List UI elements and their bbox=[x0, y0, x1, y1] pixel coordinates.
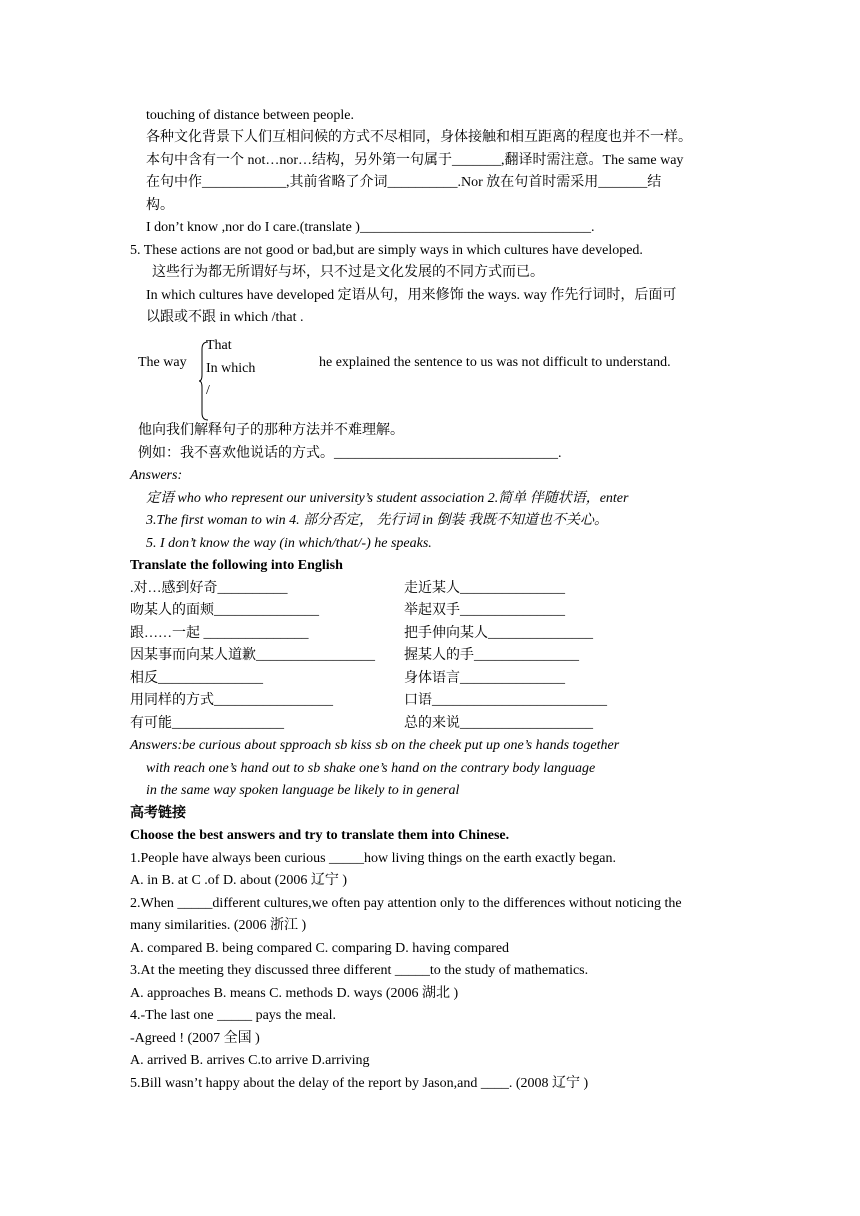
translate-right-item: 身体语言_______________ bbox=[404, 671, 565, 686]
question-line: 5.Bill wasn’t happy about the delay of the report by Jason,and ____. (2008 辽宁 ) bbox=[130, 1076, 589, 1091]
s4-line-3: 本句中含有一个 not…nor…结构，另外第一句属于_______,翻译时需注意。The same way bbox=[146, 153, 684, 168]
question-line: A. approaches B. means C. methods D. ways (2006 湖北 ) bbox=[130, 986, 459, 1001]
answers-line-2: 3.The first woman to win 4. 部分否定， 先行词 in 倒装 我既不知道也不关心。 bbox=[146, 513, 609, 528]
answers2-line-2: with reach one’s hand out to sb shake one’s hand on the contrary body language bbox=[146, 761, 596, 776]
question-line: 4.-The last one _____ pays the meal. bbox=[130, 1008, 337, 1023]
s4-line-1: touching of distance between people. bbox=[146, 108, 354, 123]
gaokao-instructions: Choose the best answers and try to translate them into Chinese. bbox=[130, 828, 510, 843]
s5-line-2: 这些行为都无所谓好与坏，只不过是文化发展的不同方式而已。 bbox=[152, 265, 544, 280]
question-line: A. arrived B. arrives C.to arrive D.arriving bbox=[130, 1053, 370, 1068]
question-line: 1.People have always been curious _____how living things on the earth exactly began. bbox=[130, 851, 616, 866]
translate-left-item: 有可能________________ bbox=[130, 716, 284, 731]
s5-line-4: 以跟或不跟 in which /that . bbox=[146, 310, 304, 325]
s5-line-1: 5. These actions are not good or bad,but are simply ways in which cultures have developed. bbox=[130, 243, 643, 258]
answers-line-3: 5. I don’t know the way (in which/that/-) he speaks. bbox=[146, 536, 432, 551]
answers2-line-1: Answers:be curious about spproach sb kiss sb on the cheek put up one’s hands together bbox=[130, 738, 620, 753]
translate-left-item: 跟……一起 _______________ bbox=[130, 626, 309, 641]
translate-left-item: 因某事而向某人道歉_________________ bbox=[130, 648, 375, 663]
s4-line-2: 各种文化背景下人们互相问候的方式不尽相同，身体接触和相互距离的程度也并不一样。 bbox=[146, 130, 692, 145]
question-line: -Agreed ! (2007 全国 ) bbox=[130, 1031, 260, 1046]
option-blank: / bbox=[206, 383, 210, 398]
example-clause: he explained the sentence to us was not difficult to understand. bbox=[319, 355, 671, 370]
option-that: That bbox=[206, 338, 232, 353]
translate-right-item: 举起双手_______________ bbox=[404, 603, 565, 618]
translate-left-item: 相反_______________ bbox=[130, 671, 263, 686]
gaokao-heading: 高考链接 bbox=[130, 806, 186, 821]
translate-right-item: 总的来说___________________ bbox=[404, 716, 593, 731]
answers-heading: Answers: bbox=[130, 468, 183, 483]
question-line: A. compared B. being compared C. comparing D. having compared bbox=[130, 941, 510, 956]
s4-line-4: 在句中作____________,其前省略了介词__________.Nor 放在句首时需采用_______结 bbox=[146, 175, 662, 190]
option-in-which: In which bbox=[206, 361, 256, 376]
s4-line-6: I don’t know ,nor do I care.(translate )_________________________________. bbox=[146, 220, 595, 235]
question-line: A. in B. at C .of D. about (2006 辽宁 ) bbox=[130, 873, 347, 888]
question-line: 3.At the meeting they discussed three different _____to the study of mathematics. bbox=[130, 963, 589, 978]
translate-right-item: 口语_________________________ bbox=[404, 693, 607, 708]
s4-line-5: 构。 bbox=[146, 198, 174, 213]
question-line: many similarities. (2006 浙江 ) bbox=[130, 918, 307, 933]
translate-left-item: .对…感到好奇__________ bbox=[130, 581, 288, 596]
s5-line-6: 例如：我不喜欢他说话的方式。________________________________. bbox=[138, 446, 562, 461]
s5-line-3: In which cultures have developed 定语从句，用来修饰 the ways. way 作先行词时，后面可 bbox=[146, 288, 677, 303]
answers2-line-3: in the same way spoken language be likely to in general bbox=[146, 783, 460, 798]
the-way-label: The way bbox=[138, 355, 187, 370]
question-line: 2.When _____different cultures,we often pay attention only to the differences without noticing the bbox=[130, 896, 682, 911]
translate-right-item: 走近某人_______________ bbox=[404, 581, 565, 596]
translate-left-item: 用同样的方式_________________ bbox=[130, 693, 333, 708]
translate-right-item: 把手伸向某人_______________ bbox=[404, 626, 593, 641]
translate-right-item: 握某人的手_______________ bbox=[404, 648, 579, 663]
translate-heading: Translate the following into English bbox=[130, 558, 343, 573]
s5-line-5: 他向我们解释句子的那种方法并不难理解。 bbox=[138, 423, 404, 438]
translate-left-item: 吻某人的面颊_______________ bbox=[130, 603, 319, 618]
answers-line-1: 定语 who who represent our university’s student association 2.简单 伴随状语，enter bbox=[146, 491, 629, 506]
